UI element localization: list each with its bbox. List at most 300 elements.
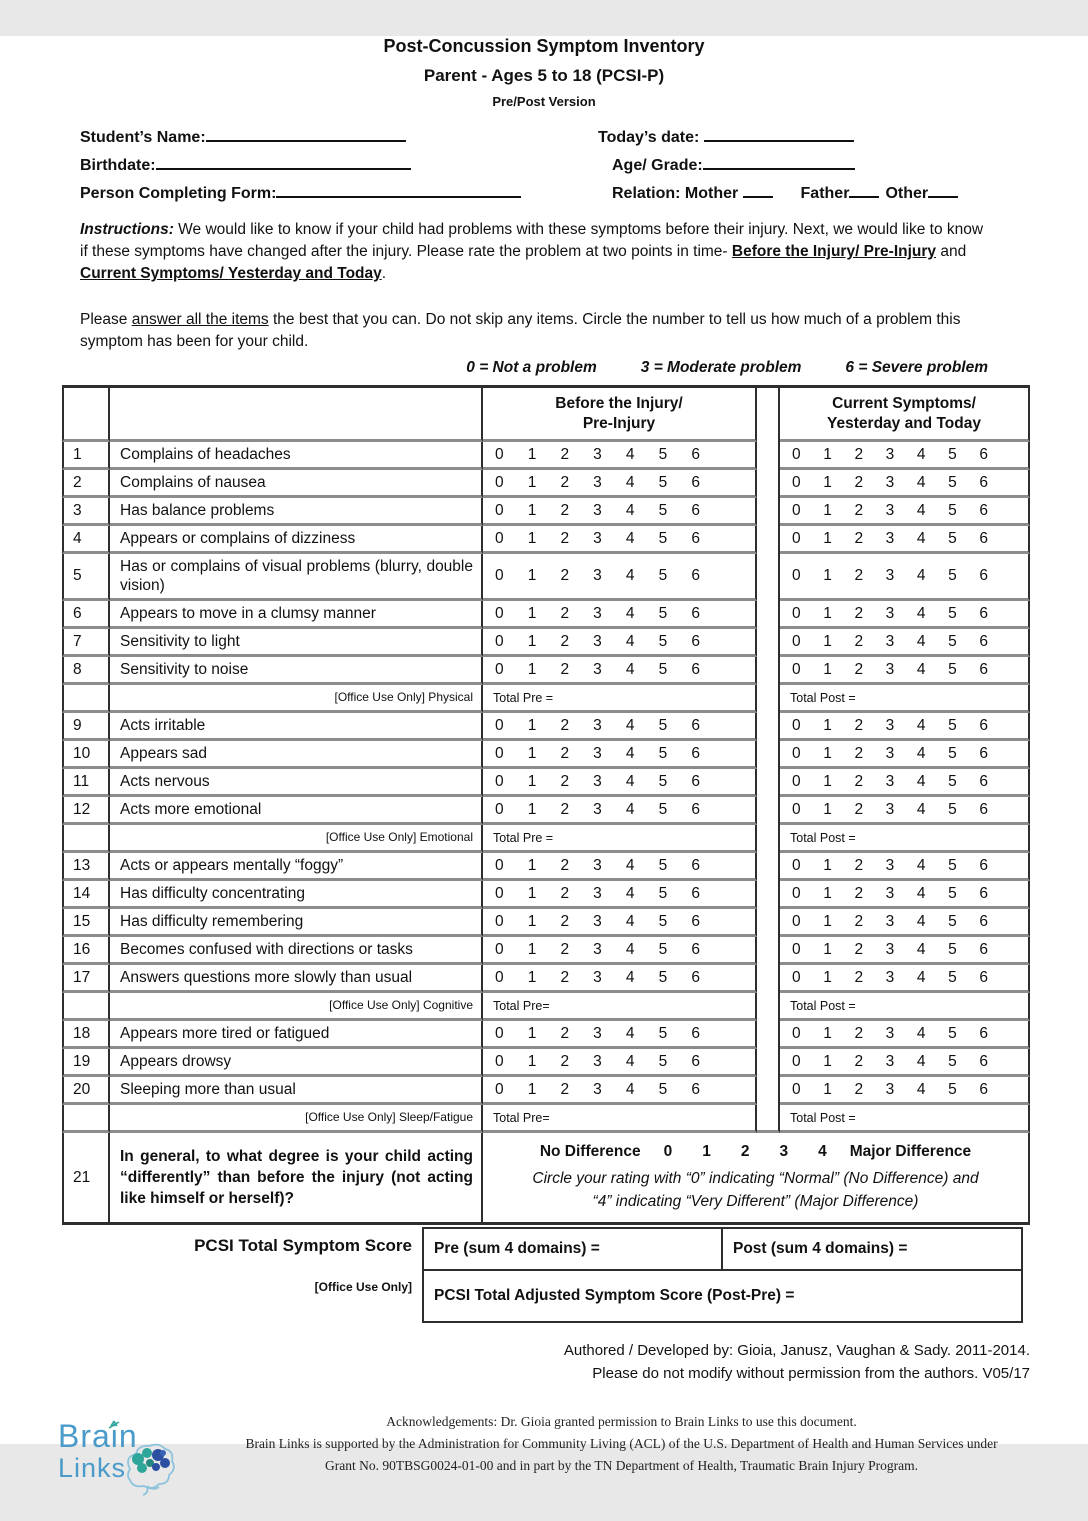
rating-digit[interactable]: 2 [854,940,864,958]
rating-digit[interactable]: 2 [854,884,864,902]
rating-digit[interactable]: 5 [658,604,668,622]
rating-digit[interactable]: 1 [527,856,537,874]
rating-digit[interactable]: 6 [691,884,700,902]
rating-digit[interactable]: 1 [527,529,537,547]
rating-digit[interactable]: 6 [979,800,988,818]
relation-other-blank[interactable] [928,181,958,198]
rating-digit[interactable]: 2 [560,856,570,874]
rating-digit[interactable]: 2 [854,567,864,584]
rating-digit[interactable]: 4 [916,632,926,650]
rating-digit[interactable]: 3 [593,716,602,734]
rating-digit[interactable]: 3 [593,632,602,650]
rating-digit[interactable]: 1 [823,772,832,790]
rating-digit[interactable]: 1 [527,968,537,986]
rating-digit[interactable]: 4 [625,501,635,519]
rating-digit[interactable]: 1 [823,1024,832,1042]
rating-digit[interactable]: 2 [854,529,864,547]
rating-digit[interactable]: 2 [854,800,864,818]
rating-digit[interactable]: 1 [823,501,832,519]
rating-digit[interactable]: 0 [792,800,801,818]
relation-mother-blank[interactable] [743,181,773,198]
student-name-blank[interactable] [206,125,406,142]
rating-digit[interactable]: 1 [823,884,832,902]
rating-digit[interactable]: 1 [527,772,537,790]
rating-digit[interactable]: 3 [885,604,895,622]
rating-digit[interactable]: 4 [916,744,926,762]
rating-digit[interactable]: 1 [823,800,832,818]
rating-digit[interactable]: 4 [625,529,635,547]
rating-digit[interactable]: 5 [948,716,957,734]
rating-digit[interactable]: 3 [885,501,895,519]
rating-digit[interactable]: 2 [854,1080,864,1098]
rating-digit[interactable]: 4 [625,567,635,584]
rating-digit[interactable]: 5 [658,856,668,874]
rating-digit[interactable]: 2 [560,744,570,762]
rating-digit[interactable]: 2 [560,716,570,734]
rating-digit[interactable]: 2 [560,884,570,902]
rating-digit[interactable]: 6 [691,856,700,874]
rating-digit[interactable]: 2 [854,660,864,678]
rating-digit[interactable]: 3 [593,604,602,622]
rating-digit[interactable]: 6 [691,772,700,790]
rating-digit[interactable]: 4 [625,968,635,986]
rating-digit[interactable]: 1 [527,445,537,463]
rating-digit[interactable]: 6 [979,660,988,678]
rating-digit[interactable]: 1 [823,856,832,874]
rating-digit[interactable]: 5 [948,884,957,902]
rating-digit[interactable]: 6 [979,856,988,874]
rating-digit[interactable]: 0 [792,884,801,902]
rating-digit[interactable]: 0 [792,968,801,986]
rating-digit[interactable]: 5 [658,968,668,986]
rating-digit[interactable]: 1 [527,912,537,930]
rating-digit[interactable]: 5 [948,660,957,678]
rating-digit[interactable]: 3 [779,1142,789,1160]
rating-digit[interactable]: 0 [792,501,801,519]
rating-digit[interactable]: 6 [691,716,700,734]
rating-digit[interactable]: 3 [885,744,895,762]
rating-digit[interactable]: 3 [593,884,602,902]
rating-digit[interactable]: 1 [527,660,537,678]
rating-digit[interactable]: 3 [885,632,895,650]
rating-digit[interactable]: 6 [691,940,700,958]
rating-digit[interactable]: 4 [625,604,635,622]
rating-digit[interactable]: 5 [658,1024,668,1042]
rating-digit[interactable]: 1 [823,529,832,547]
rating-digit[interactable]: 2 [560,632,570,650]
rating-digit[interactable]: 3 [593,744,602,762]
rating-digit[interactable]: 0 [495,604,504,622]
rating-digit[interactable]: 2 [854,604,864,622]
rating-digit[interactable]: 2 [854,716,864,734]
rating-digit[interactable]: 6 [979,884,988,902]
rating-digit[interactable]: 6 [691,800,700,818]
rating-digit[interactable]: 3 [885,1024,895,1042]
rating-digit[interactable]: 0 [792,912,801,930]
total-pre-field[interactable]: Total Pre = [483,825,757,853]
rating-digit[interactable]: 0 [792,940,801,958]
rating-digit[interactable]: 5 [948,1024,957,1042]
rating-digit[interactable]: 5 [948,856,957,874]
rating-digit[interactable]: 3 [593,912,602,930]
rating-digit[interactable]: 4 [916,604,926,622]
rating-digit[interactable]: 3 [593,968,602,986]
rating-digit[interactable]: 0 [495,501,504,519]
rating-digit[interactable]: 1 [702,1142,711,1160]
rating-digit[interactable]: 5 [948,632,957,650]
rating-digit[interactable]: 4 [916,884,926,902]
rating-digit[interactable]: 1 [527,567,537,584]
rating-digit[interactable]: 3 [885,884,895,902]
rating-digit[interactable]: 5 [948,567,957,584]
rating-digit[interactable]: 4 [916,968,926,986]
rating-digit[interactable]: 5 [948,800,957,818]
rating-digit[interactable]: 0 [495,567,504,584]
birthdate-blank[interactable] [156,153,411,170]
rating-digit[interactable]: 0 [495,529,504,547]
rating-digit[interactable]: 4 [916,660,926,678]
rating-digit[interactable]: 6 [979,473,988,491]
rating-digit[interactable]: 5 [658,501,668,519]
rating-digit[interactable]: 2 [560,1024,570,1042]
rating-digit[interactable]: 3 [593,1024,602,1042]
rating-digit[interactable]: 0 [495,800,504,818]
rating-digit[interactable]: 3 [885,968,895,986]
rating-digit[interactable]: 3 [593,529,602,547]
rating-digit[interactable]: 3 [885,1052,895,1070]
rating-digit[interactable]: 2 [560,445,570,463]
rating-digit[interactable]: 6 [979,501,988,519]
rating-digit[interactable]: 6 [979,940,988,958]
rating-digit[interactable]: 5 [658,772,668,790]
rating-digit[interactable]: 1 [823,744,832,762]
rating-digit[interactable]: 1 [823,604,832,622]
rating-digit[interactable]: 0 [792,716,801,734]
rating-digit[interactable]: 4 [916,1080,926,1098]
rating-digit[interactable]: 3 [593,1052,602,1070]
total-pre-field[interactable]: Total Pre= [483,1105,757,1133]
rating-digit[interactable]: 2 [560,660,570,678]
rating-digit[interactable]: 4 [625,940,635,958]
adjusted-score-field[interactable]: PCSI Total Adjusted Symptom Score (Post-Pre) = [434,1287,795,1304]
rating-digit[interactable]: 6 [691,567,700,584]
total-post-field[interactable]: Total Post = [780,685,1030,713]
rating-digit[interactable]: 2 [740,1142,750,1160]
rating-digit[interactable]: 6 [979,744,988,762]
rating-digit[interactable]: 2 [560,912,570,930]
relation-father-blank[interactable] [849,181,879,198]
rating-digit[interactable]: 1 [823,567,832,584]
rating-digit[interactable]: 3 [885,800,895,818]
rating-digit[interactable]: 2 [854,744,864,762]
rating-digit[interactable]: 1 [527,884,537,902]
total-post-field[interactable]: Total Post = [780,993,1030,1021]
rating-digit[interactable]: 3 [593,940,602,958]
rating-digit[interactable]: 5 [658,1052,668,1070]
rating-digit[interactable]: 2 [854,772,864,790]
rating-digit[interactable]: 4 [625,912,635,930]
rating-digit[interactable]: 3 [593,856,602,874]
rating-digit[interactable]: 2 [854,501,864,519]
rating-digit[interactable]: 4 [625,856,635,874]
rating-digit[interactable]: 0 [495,912,504,930]
rating-digit[interactable]: 2 [854,632,864,650]
rating-digit[interactable]: 3 [885,473,895,491]
rating-digit[interactable]: 5 [948,473,957,491]
rating-digit[interactable]: 6 [691,968,700,986]
rating-digit[interactable]: 2 [560,501,570,519]
rating-digit[interactable]: 3 [593,660,602,678]
rating-digit[interactable]: 1 [527,1080,537,1098]
rating-digit[interactable]: 6 [979,604,988,622]
rating-digit[interactable]: 0 [792,660,801,678]
rating-digit[interactable]: 4 [916,445,926,463]
rating-digit[interactable]: 3 [593,473,602,491]
rating-digit[interactable]: 0 [495,968,504,986]
rating-digit[interactable]: 3 [593,445,602,463]
rating-digit[interactable]: 6 [979,1052,988,1070]
rating-digit[interactable]: 2 [560,968,570,986]
person-completing-blank[interactable] [276,181,521,198]
rating-digit[interactable]: 5 [948,1080,957,1098]
rating-digit[interactable]: 1 [823,473,832,491]
rating-digit[interactable]: 2 [560,772,570,790]
rating-digit[interactable]: 2 [560,567,570,584]
rating-digit[interactable]: 3 [593,567,602,584]
rating-digit[interactable]: 2 [854,1052,864,1070]
rating-digit[interactable]: 0 [792,604,801,622]
rating-digit[interactable]: 2 [560,529,570,547]
rating-digit[interactable]: 5 [948,445,957,463]
rating-digit[interactable]: 0 [495,1052,504,1070]
rating-digit[interactable]: 1 [823,1080,832,1098]
rating-digit[interactable]: 3 [885,856,895,874]
rating-digit[interactable]: 0 [495,744,504,762]
rating-digit[interactable]: 5 [658,884,668,902]
rating-digit[interactable]: 3 [885,567,895,584]
post-sum-field[interactable]: Post (sum 4 domains) = [733,1240,908,1257]
rating-digit[interactable]: 5 [948,1052,957,1070]
rating-digit[interactable]: 4 [818,1142,827,1160]
rating-digit[interactable]: 6 [691,912,700,930]
rating-digit[interactable]: 3 [885,912,895,930]
rating-digit[interactable]: 0 [792,856,801,874]
age-grade-blank[interactable] [703,153,855,170]
rating-digit[interactable]: 5 [948,912,957,930]
rating-digit[interactable]: 3 [593,800,602,818]
rating-digit[interactable]: 1 [823,716,832,734]
rating-digit[interactable]: 1 [527,716,537,734]
rating-digit[interactable]: 6 [979,772,988,790]
rating-digit[interactable]: 3 [885,660,895,678]
rating-digit[interactable]: 4 [625,473,635,491]
rating-digit[interactable]: 5 [658,744,668,762]
rating-digit[interactable]: 0 [792,772,801,790]
rating-digit[interactable]: 4 [625,800,635,818]
rating-digit[interactable]: 1 [527,473,537,491]
rating-digit[interactable]: 1 [527,1052,537,1070]
rating-digit[interactable]: 0 [792,567,801,584]
rating-digit[interactable]: 6 [691,1080,700,1098]
rating-digit[interactable]: 5 [658,716,668,734]
rating-digit[interactable]: 5 [658,912,668,930]
rating-digit[interactable]: 0 [495,772,504,790]
rating-digit[interactable]: 1 [823,968,832,986]
rating-digit[interactable]: 4 [625,884,635,902]
rating-digit[interactable]: 1 [823,912,832,930]
rating-digit[interactable]: 0 [495,660,504,678]
rating-digit[interactable]: 0 [663,1142,673,1160]
rating-digit[interactable]: 6 [691,744,700,762]
rating-digit[interactable]: 6 [979,716,988,734]
rating-digit[interactable]: 3 [885,529,895,547]
rating-digit[interactable]: 1 [823,660,832,678]
rating-digit[interactable]: 5 [658,632,668,650]
rating-digit[interactable]: 0 [792,445,801,463]
rating-digit[interactable]: 1 [527,800,537,818]
rating-digit[interactable]: 0 [495,1080,504,1098]
rating-digit[interactable]: 1 [527,744,537,762]
rating-digit[interactable]: 6 [691,604,700,622]
rating-digit[interactable]: 4 [625,632,635,650]
rating-digit[interactable]: 6 [979,529,988,547]
rating-digit[interactable]: 5 [658,660,668,678]
rating-digit[interactable]: 6 [979,968,988,986]
rating-digit[interactable]: 3 [593,772,602,790]
rating-digit[interactable]: 2 [560,473,570,491]
rating-digit[interactable]: 2 [560,604,570,622]
rating-digit[interactable]: 2 [854,912,864,930]
rating-digit[interactable]: 5 [658,529,668,547]
rating-digit[interactable]: 4 [916,473,926,491]
rating-digit[interactable]: 1 [527,604,537,622]
rating-digit[interactable]: 0 [495,884,504,902]
rating-digit[interactable]: 1 [823,940,832,958]
rating-digit[interactable]: 2 [560,1052,570,1070]
rating-digit[interactable]: 0 [495,716,504,734]
rating-digit[interactable]: 4 [625,1080,635,1098]
rating-digit[interactable]: 0 [495,473,504,491]
rating-digit[interactable]: 6 [691,1024,700,1042]
rating-digit[interactable]: 3 [593,1080,602,1098]
rating-digit[interactable]: 6 [691,632,700,650]
rating-digit[interactable]: 4 [916,940,926,958]
rating-digit[interactable]: 0 [495,856,504,874]
rating-digit[interactable]: 2 [854,1024,864,1042]
rating-digit[interactable]: 6 [979,1080,988,1098]
rating-digit[interactable]: 5 [948,604,957,622]
rating-digit[interactable]: 0 [792,632,801,650]
rating-digit[interactable]: 4 [625,772,635,790]
rating-digit[interactable]: 3 [885,716,895,734]
rating-digit[interactable]: 4 [916,1024,926,1042]
rating-digit[interactable]: 5 [948,940,957,958]
rating-digit[interactable]: 2 [854,473,864,491]
rating-digit[interactable]: 2 [560,1080,570,1098]
rating-digit[interactable]: 4 [625,744,635,762]
rating-digit[interactable]: 6 [691,660,700,678]
total-post-field[interactable]: Total Post = [780,825,1030,853]
rating-digit[interactable]: 0 [495,445,504,463]
rating-digit[interactable]: 3 [885,1080,895,1098]
rating-digit[interactable]: 5 [948,744,957,762]
rating-digit[interactable]: 2 [854,856,864,874]
rating-digit[interactable]: 1 [823,1052,832,1070]
rating-digit[interactable]: 0 [495,940,504,958]
rating-digit[interactable]: 0 [792,1024,801,1042]
rating-digit[interactable]: 4 [625,716,635,734]
rating-digit[interactable]: 0 [792,473,801,491]
rating-digit[interactable]: 4 [916,501,926,519]
pre-sum-field[interactable]: Pre (sum 4 domains) = [424,1229,723,1269]
rating-digit[interactable]: 4 [916,567,926,584]
rating-digit[interactable]: 0 [495,1024,504,1042]
rating-digit[interactable]: 5 [658,567,668,584]
rating-digit[interactable]: 3 [885,445,895,463]
rating-digit[interactable]: 6 [691,501,700,519]
rating-digit[interactable]: 4 [916,772,926,790]
rating-digit[interactable]: 5 [658,800,668,818]
rating-digit[interactable]: 0 [792,529,801,547]
todays-date-blank[interactable] [704,125,854,142]
total-pre-field[interactable]: Total Pre = [483,685,757,713]
rating-digit[interactable]: 5 [948,968,957,986]
rating-digit[interactable]: 3 [885,772,895,790]
rating-digit[interactable]: 4 [916,1052,926,1070]
rating-digit[interactable]: 4 [916,716,926,734]
rating-digit[interactable]: 1 [823,632,832,650]
rating-digit[interactable]: 3 [885,940,895,958]
rating-digit[interactable]: 0 [792,744,801,762]
rating-digit[interactable]: 6 [979,567,988,584]
rating-digit[interactable]: 5 [948,501,957,519]
rating-digit[interactable]: 6 [691,445,700,463]
rating-digit[interactable]: 4 [625,1024,635,1042]
rating-digit[interactable]: 5 [948,529,957,547]
rating-digit[interactable]: 5 [658,1080,668,1098]
rating-digit[interactable]: 1 [527,940,537,958]
rating-digit[interactable]: 4 [625,1052,635,1070]
rating-digit[interactable]: 1 [527,1024,537,1042]
rating-digit[interactable]: 3 [593,501,602,519]
rating-digit[interactable]: 4 [625,445,635,463]
rating-digit[interactable]: 2 [560,940,570,958]
rating-digit[interactable]: 6 [691,1052,700,1070]
rating-digit[interactable]: 6 [979,912,988,930]
rating-digit[interactable]: 5 [658,473,668,491]
rating-digit[interactable]: 4 [916,529,926,547]
rating-digit[interactable]: 4 [916,912,926,930]
rating-digit[interactable]: 1 [527,632,537,650]
total-pre-field[interactable]: Total Pre= [483,993,757,1021]
rating-digit[interactable]: 0 [495,632,504,650]
rating-digit[interactable]: 0 [792,1052,801,1070]
rating-digit[interactable]: 1 [823,445,832,463]
rating-digit[interactable]: 1 [527,501,537,519]
rating-digit[interactable]: 6 [979,632,988,650]
rating-digit[interactable]: 6 [691,529,700,547]
rating-digit[interactable]: 2 [854,968,864,986]
rating-digit[interactable]: 6 [691,473,700,491]
rating-digit[interactable]: 4 [625,660,635,678]
rating-digit[interactable]: 5 [658,445,668,463]
rating-digit[interactable]: 5 [948,772,957,790]
rating-digit[interactable]: 6 [979,445,988,463]
rating-digit[interactable]: 4 [916,856,926,874]
rating-digit[interactable]: 4 [916,800,926,818]
rating-digit[interactable]: 2 [854,445,864,463]
rating-digit[interactable]: 2 [560,800,570,818]
